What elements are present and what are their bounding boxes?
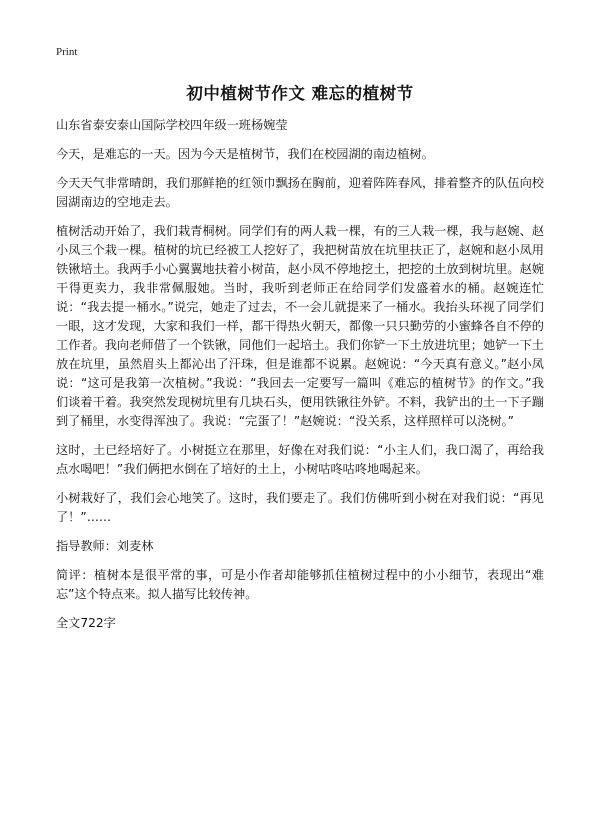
paragraph-planting: 植树活动开始了，我们栽青桐树。同学们有的两人栽一棵，有的三人栽一棵，我与赵婉、赵小凤三个栽一棵。植树的坑已经被工人挖好了，我把树苗放在坑里扶正了，赵婉和赵小凤用铁锹培土。我两手小心翼翼地扶着小树苗，赵小凤不停地挖土，把挖的土放到树坑里。赵婉干得更卖力，我非常佩服她。当时，我听到老师正在给同学们发盛着水的桶。赵婉连忙说：“我去提一桶水。”说完，她走了过去，不一会儿就提来了一桶水。我抬头环视了同学们一眼，这才发现，大家和我们一样，都干得热火朝天，都像一只只勤劳的小蜜蜂各自不停的工作者。我向老师借了一个铁锹，同他们一起培土。我们你铲一下土放进坑里；她铲一下土放在坑里，虽然眉头上都沁出了汗珠，但是谁都不说累。赵婉说：“今天真有意义。”赵小凤说：“这可是我第一次植树。”我说：“我回去一定要写一篇叫《难忘的植树节》的作文。”我们谈着干着。我突然发现树坑里有几块石头，便用铁锹往外铲。不料，我铲出的土一下子蹦到了桶里，水变得浑浊了。我说：“完蛋了！”赵婉说：“没关系，这样照样可以浇树。” (56, 224, 544, 428)
paragraph-intro: 今天，是难忘的一天。因为今天是植树节，我们在校园湖的南边植树。 (56, 147, 434, 161)
teacher-line: 指导教师：刘麦林 (56, 539, 154, 553)
word-count: 全文722字 (56, 616, 116, 630)
paragraph-weather: 今天天气非常晴朗，我们那鲜艳的红领巾飘扬在胸前，迎着阵阵春风，排着整齐的队伍向校园湖南边的空地走去。 (56, 176, 544, 209)
page-title: 初中植树节作文 难忘的植树节 (186, 84, 414, 103)
paragraph-watering: 这时，土已经培好了。小树挺立在那里，好像在对我们说：“小主人们，我口渴了，再给我点水喝吧！”我们俩把水倒在了培好的土上，小树咕咚咕咚地喝起来。 (56, 443, 544, 476)
review-comment: 简评：植树本是很平常的事，可是小作者却能够抓住植树过程中的小小细节，表现出“难忘”这个特点来。拟人描写比较传神。 (56, 568, 544, 601)
article-body (56, 116, 544, 643)
paragraph-ending: 小树栽好了，我们会心地笑了。这时，我们要走了。我们仿佛听到小树在对我们说：“再见了！”…… (56, 491, 544, 524)
print-link[interactable]: Print (56, 46, 78, 58)
author-line: 山东省泰安泰山国际学校四年级一班杨婉莹 (56, 118, 288, 132)
